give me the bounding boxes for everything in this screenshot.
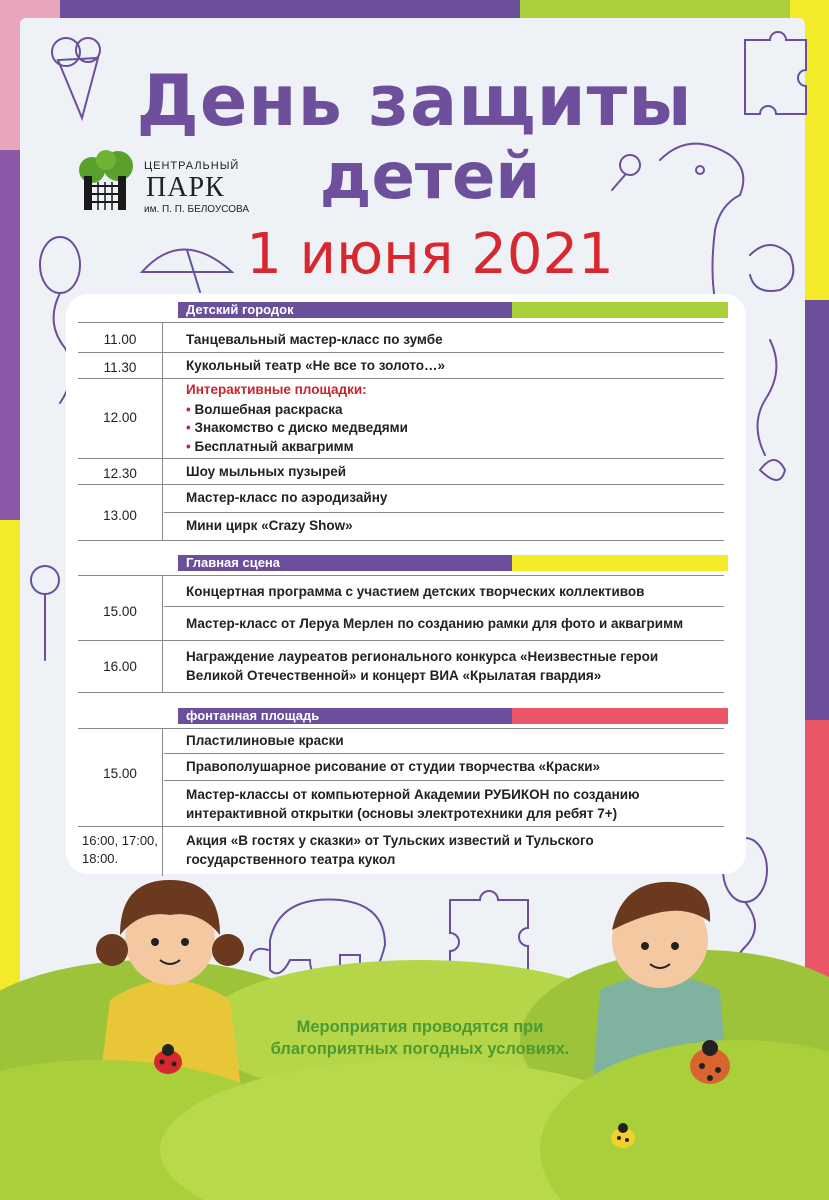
divider	[78, 575, 724, 576]
balloon-icon	[40, 237, 80, 293]
divider	[164, 753, 724, 754]
divider	[78, 826, 724, 827]
divider	[78, 352, 724, 353]
time-cell: 11.00	[103, 332, 137, 347]
bunny-icon	[750, 245, 793, 291]
section-header	[178, 302, 512, 318]
divider	[78, 640, 724, 641]
section-accent	[512, 302, 728, 318]
divider	[78, 728, 724, 729]
divider	[164, 606, 724, 607]
divider	[162, 575, 163, 693]
divider	[78, 692, 724, 693]
divider	[78, 322, 724, 323]
lollipop-icon	[31, 566, 59, 594]
divider	[78, 458, 724, 459]
event-text: Кукольный театр «Не все то золото…»	[186, 358, 446, 373]
section-accent	[512, 708, 728, 724]
weather-note-line: Мероприятия проводятся при	[296, 1018, 544, 1036]
page-title: День защиты	[136, 60, 693, 142]
park-logo	[78, 150, 268, 220]
section-header	[178, 708, 512, 724]
divider	[162, 728, 163, 876]
event-text: Концертная программа с участием детских творческих коллективов	[186, 584, 645, 599]
string-doodle	[758, 340, 777, 455]
event-heading: Интерактивные площадки:	[186, 382, 367, 397]
divider	[78, 540, 724, 541]
divider	[164, 780, 724, 781]
list-item: • Бесплатный аквагримм	[186, 439, 354, 454]
list-item: • Знакомство с диско медведями	[186, 420, 408, 435]
divider	[78, 484, 724, 485]
event-text: Награждение лауреатов регионального конкурса «Неизвестные герои Великой Отечественной» и концерт ВИА «Крылатая гвардия»	[186, 649, 659, 683]
event-text: Мини цирк «Crazy Show»	[186, 518, 353, 533]
event-text: Пластилиновые краски	[186, 733, 344, 748]
event-text: Мастер-класс от Леруа Мерлен по созданию рамки для фото и аквагримм	[186, 616, 684, 631]
event-text: Мастер-классы от компьютерной Академии РУБИКОН по созданию интерактивной открытки (основы электротехники для ребят 7+)	[186, 787, 640, 821]
time-cell: 13.00	[103, 508, 137, 523]
divider	[162, 322, 163, 540]
divider	[164, 512, 724, 513]
event-text: Акция «В гостях у сказки» от Тульских известий и Тульского государственного театра кукол	[186, 833, 594, 867]
time-cell: 12.30	[103, 466, 137, 481]
weather-note-line: благоприятных погодных условиях.	[270, 1040, 570, 1058]
event-text: Правополушарное рисование от студии творчества «Краски»	[186, 759, 601, 774]
divider	[78, 378, 724, 379]
event-text: Шоу мыльных пузырей	[186, 464, 347, 479]
section-accent	[512, 555, 728, 571]
event-text: Мастер-класс по аэродизайну	[186, 490, 388, 505]
section-header	[178, 555, 512, 571]
list-item: • Волшебная раскраска	[186, 402, 343, 417]
logo-text: ЦЕНТРАЛЬНЫЙ	[144, 160, 240, 172]
leaf-icon	[760, 460, 785, 480]
page-title-line2: детей	[319, 140, 541, 214]
event-text: Танцевальный мастер-класс по зумбе	[186, 332, 443, 347]
section-title: Детский городок	[186, 302, 294, 317]
weather-note	[240, 1016, 600, 1060]
logo-text: им. П. П. БЕЛОУСОВА	[144, 204, 249, 215]
time-cell: 16.00	[103, 659, 137, 674]
time-cell: 15.00	[103, 604, 137, 619]
time-cell: 11.30	[103, 360, 137, 375]
time-cell: 12.00	[103, 410, 137, 425]
event-date: 1 июня 2021	[246, 222, 614, 287]
time-cell: 15.00	[103, 766, 137, 781]
section-title: фонтанная площадь	[186, 708, 320, 723]
park-gate-icon	[78, 150, 134, 212]
time-cell: 16:00, 17:00, 18:00.	[82, 833, 158, 866]
section-title: Главная сцена	[186, 555, 281, 570]
logo-text: ПАРК	[146, 172, 225, 203]
